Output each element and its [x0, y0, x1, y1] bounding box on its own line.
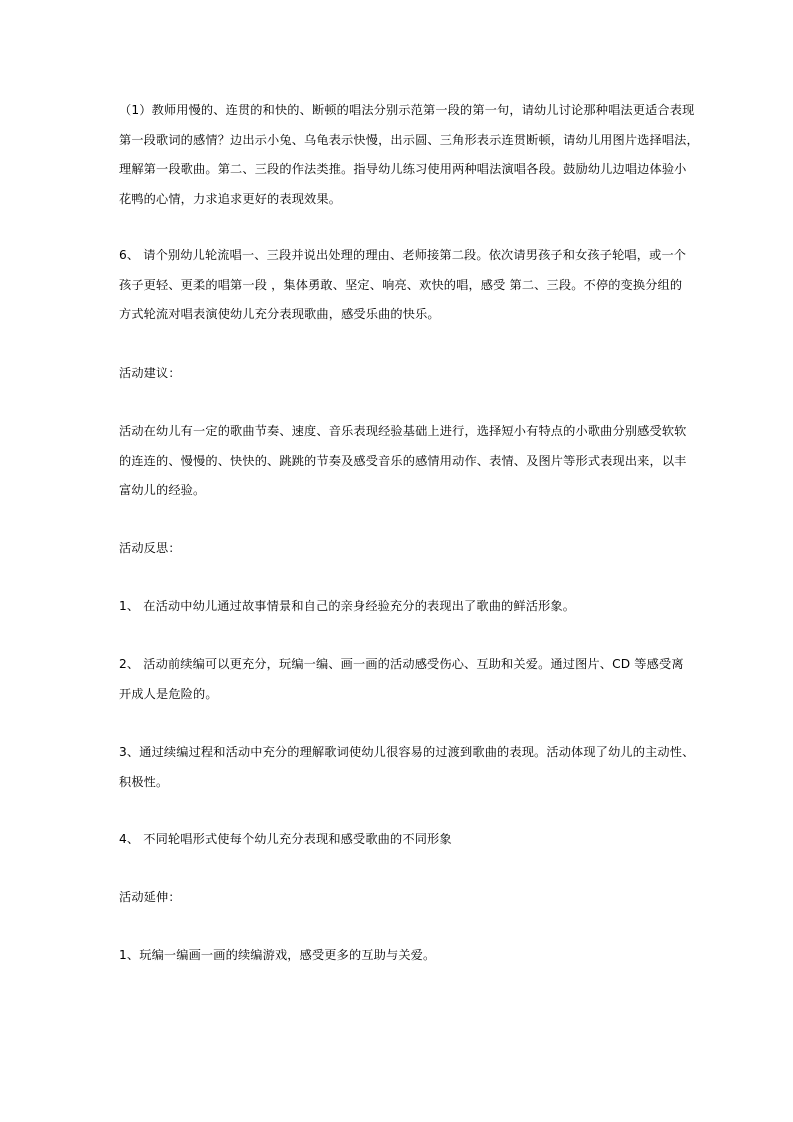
section-heading: 活动反思：	[119, 541, 181, 555]
text-line: （1）教师用慢的、连贯的和快的、断顿的唱法分别示范第一段的第一句，请幼儿讨论那种唱法更适合表现	[119, 103, 695, 117]
text-line: 1、玩编一编画一画的续编游戏，感受更多的互助与关爱。	[119, 948, 436, 962]
text-line: 4、 不同轮唱形式使每个幼儿充分表现和感受歌曲的不同形象	[119, 832, 452, 846]
text-line: 2、 活动前续编可以更充分，玩编一编、画一画的活动感受伤心、互助和关爱。通过图片、CD 等感受离	[119, 657, 684, 671]
text-line: 3、通过续编过程和活动中充分的理解歌词使幼儿很容易的过渡到歌曲的表现。活动体现了幼儿的主动性、	[119, 745, 695, 759]
text-line: 1、 在活动中幼儿通过故事情景和自己的亲身经验充分的表现出了歌曲的鲜活形象。	[119, 599, 576, 613]
paragraph-teaching-step-1	[119, 96, 699, 214]
heading-activity-suggestions	[119, 359, 679, 389]
heading-activity-reflection	[119, 534, 679, 564]
paragraph-suggestions	[119, 417, 687, 506]
text-line: 的连连的、慢慢的、快快的、跳跳的节奏及感受音乐的感情用动作、表情、及图片等形式表现出来，以丰	[119, 453, 687, 468]
paragraph-reflection-3	[119, 738, 695, 797]
text-line: 花鸭的心情，力求追求更好的表现效果。	[119, 191, 342, 206]
text-line: 第一段歌词的感情？边出示小兔、乌龟表示快慢，出示圆、三角形表示连贯断顿，请幼儿用图片选择唱法，	[119, 132, 699, 147]
text-line: 方式轮流对唱表演使幼儿充分表现歌曲，感受乐曲的快乐。	[119, 307, 440, 321]
text-line: 孩子更轻、更柔的唱第一段 ，集体勇敢、坚定、响亮、欢快的唱，感受 第二、三段。不停的变换分组的	[119, 277, 683, 292]
heading-activity-extension	[119, 883, 679, 913]
text-line: 活动在幼儿有一定的歌曲节奏、速度、音乐表现经验基础上进行，选择短小有特点的小歌曲分别感受软软	[119, 424, 687, 438]
text-line: 6、 请个别幼儿轮流唱一、三段并说出处理的理由、老师接第二段。依次请男孩子和女孩子轮唱，或一个	[119, 248, 687, 262]
section-heading: 活动建议：	[119, 366, 181, 380]
paragraph-extension-1	[119, 941, 679, 971]
paragraph-reflection-1	[119, 592, 679, 622]
text-line: 积极性。	[119, 774, 169, 789]
paragraph-reflection-4	[119, 825, 679, 855]
paragraph-teaching-step-6	[119, 241, 687, 330]
text-line: 理解第一段歌曲。第二、三段的作法类推。指导幼儿练习使用两种唱法演唱各段。鼓励幼儿边唱边体验小	[119, 162, 687, 176]
paragraph-reflection-2	[119, 650, 684, 709]
section-heading: 活动延伸：	[119, 890, 181, 904]
text-line: 开成人是危险的。	[119, 686, 218, 701]
text-line: 富幼儿的经验。	[119, 483, 206, 497]
